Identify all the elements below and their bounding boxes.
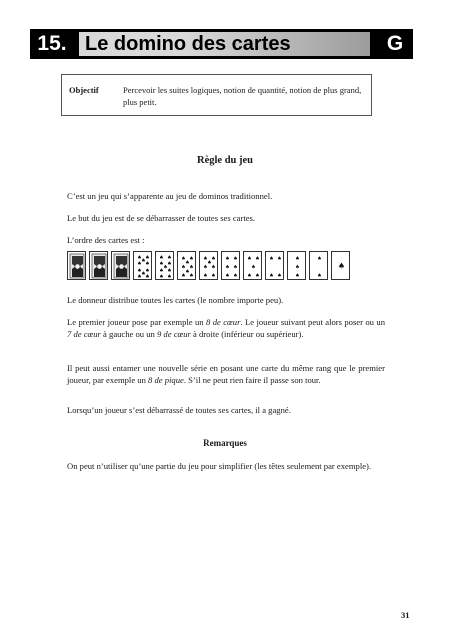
svg-text:♠: ♠ (247, 273, 252, 279)
rules-paragraph-3: L’ordre des cartes est : (67, 235, 145, 245)
category-letter: G (386, 32, 404, 55)
svg-text:♠: ♠ (251, 264, 256, 271)
svg-text:♠: ♠ (337, 261, 346, 271)
objective-label: Objectif (69, 85, 99, 95)
svg-text:♠: ♠ (295, 264, 300, 271)
rules-paragraph-4: Le donneur distribue toutes les cartes (le nombre importe peu). (67, 295, 284, 305)
spade-card-icon (155, 251, 174, 280)
spade-card-icon (133, 251, 152, 280)
svg-text:♠: ♠ (211, 273, 216, 279)
svg-text:♠: ♠ (145, 268, 150, 274)
svg-text:♠: ♠ (145, 274, 150, 280)
svg-text:♠: ♠ (207, 260, 212, 266)
svg-text:♠: ♠ (181, 264, 186, 271)
svg-text:♠: ♠ (317, 256, 322, 262)
jack-card-icon (111, 251, 130, 280)
svg-text:♠: ♠ (137, 274, 142, 280)
svg-text:♠: ♠ (167, 255, 172, 261)
spade-card-icon (309, 251, 328, 280)
svg-text:♠: ♠ (277, 273, 282, 279)
rules-paragraph-1: C’est un jeu qui s’apparente au jeu de dominos traditionnel. (67, 191, 273, 201)
objective-text: Percevoir les suites logiques, notion de quantité, notion de plus grand, plus petit. (123, 85, 362, 107)
svg-text:♠: ♠ (185, 269, 190, 275)
svg-text:♠: ♠ (167, 274, 172, 280)
svg-text:♠: ♠ (269, 256, 274, 262)
svg-text:♠: ♠ (167, 261, 172, 267)
svg-text:♠: ♠ (203, 256, 208, 262)
svg-text:♠: ♠ (159, 261, 164, 267)
svg-text:♠: ♠ (233, 273, 238, 279)
svg-text:♠: ♠ (141, 271, 146, 277)
page-number: 31 (401, 610, 410, 620)
rules-paragraph-2: Le but du jeu est de se débarrasser de toutes ses cartes. (67, 213, 256, 223)
svg-text:♠: ♠ (203, 264, 208, 271)
svg-text:♠: ♠ (255, 273, 260, 279)
rules-paragraph-5: Le premier joueur pose par exemple un 8 de cœur. Le joueur suivant peut alors poser ou un 7 de cœur à gauche ou un 9 de cœur à droite (inférieur ou supérieur). (67, 317, 385, 339)
king-card-icon (67, 251, 86, 280)
spade-card-icon (287, 251, 306, 280)
spade-card-icon (331, 251, 350, 280)
svg-text:♠: ♠ (145, 255, 150, 261)
svg-text:♠: ♠ (225, 273, 230, 279)
svg-text:♠: ♠ (247, 256, 252, 262)
chapter-title: Le domino des cartes (79, 32, 370, 56)
svg-text:♠: ♠ (269, 273, 274, 279)
rules-paragraph-6: Il peut aussi entamer une nouvelle série en posant une carte du même rang que le premier joueur, par exemple un 8 de pique. S’il ne peut rien faire il passe son tour. (67, 363, 385, 385)
svg-text:♠: ♠ (145, 261, 150, 267)
svg-text:♠: ♠ (137, 255, 142, 261)
svg-text:♠: ♠ (255, 256, 260, 262)
spade-card-icon (265, 251, 284, 280)
svg-text:♠: ♠ (211, 256, 216, 262)
svg-text:♠: ♠ (163, 264, 168, 271)
rules-paragraph-7: Lorsqu’un joueur s’est débarrassé de toutes ses cartes, il a gagné. (67, 405, 291, 415)
rules-heading: Règle du jeu (197, 155, 253, 166)
svg-text:♠: ♠ (185, 260, 190, 266)
svg-text:♠: ♠ (189, 273, 194, 279)
svg-text:♠: ♠ (211, 264, 216, 271)
remarks-heading: Remarques (203, 438, 247, 448)
svg-text:♠: ♠ (181, 256, 186, 262)
svg-text:♠: ♠ (295, 256, 300, 262)
svg-text:♠: ♠ (159, 255, 164, 261)
spade-card-icon (243, 251, 262, 280)
spade-card-icon (177, 251, 196, 280)
svg-text:♠: ♠ (233, 264, 238, 271)
objective-box (61, 74, 372, 116)
svg-text:♠: ♠ (225, 256, 230, 262)
svg-text:♠: ♠ (141, 258, 146, 264)
spade-card-icon (221, 251, 240, 280)
svg-text:♠: ♠ (233, 256, 238, 262)
queen-card-icon (89, 251, 108, 280)
svg-text:♠: ♠ (225, 264, 230, 271)
svg-text:♠: ♠ (167, 268, 172, 274)
svg-text:♠: ♠ (159, 268, 164, 274)
remarks-text: On peut n’utiliser qu’une partie du jeu pour simplifier (les têtes seulement par exemple). (67, 461, 372, 471)
svg-text:♠: ♠ (159, 274, 164, 280)
svg-text:♠: ♠ (181, 273, 186, 279)
spade-card-icon (199, 251, 218, 280)
svg-text:♠: ♠ (189, 264, 194, 271)
svg-text:♠: ♠ (137, 261, 142, 267)
chapter-number: 15. (37, 32, 67, 55)
chapter-banner (30, 29, 413, 59)
svg-text:♠: ♠ (189, 256, 194, 262)
svg-text:♠: ♠ (203, 273, 208, 279)
svg-text:♠: ♠ (137, 268, 142, 274)
card-order-row (67, 251, 350, 280)
svg-text:♠: ♠ (295, 273, 300, 279)
svg-text:♠: ♠ (277, 256, 282, 262)
svg-text:♠: ♠ (317, 273, 322, 279)
